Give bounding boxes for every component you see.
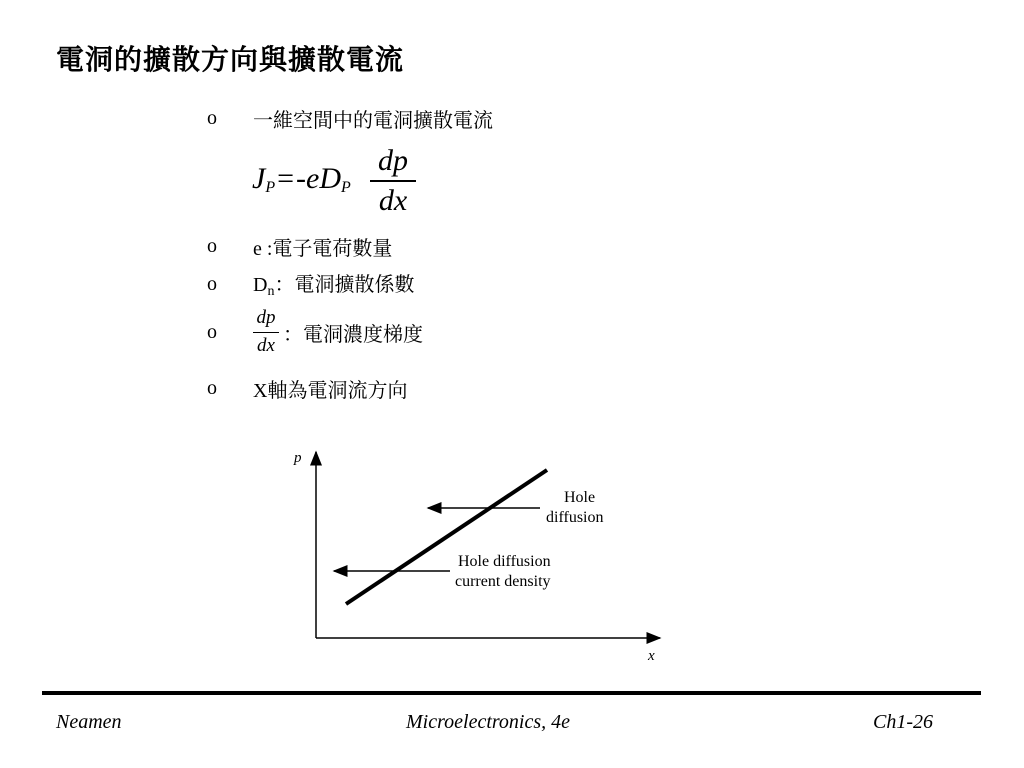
footer-author: Neamen — [56, 711, 122, 733]
bullet-marker: o — [207, 320, 217, 343]
bullet-4 — [207, 308, 423, 357]
formula-equals: = — [277, 162, 295, 195]
footer-page-number: Ch1-26 — [873, 711, 933, 733]
gradient-fraction — [253, 308, 279, 357]
bullet-2-text: 電子電荷數量 — [272, 236, 393, 260]
formula-fraction-bar — [370, 180, 416, 182]
bullet-marker: o — [207, 272, 217, 295]
gradient-denominator: dx — [257, 334, 275, 356]
bullet-marker: o — [207, 235, 217, 257]
formula-numerator: dp — [378, 144, 408, 177]
formula-j-subscript: P — [265, 179, 276, 196]
slide-title: 電洞的擴散方向與擴散電流 — [56, 43, 405, 76]
y-axis-label: p — [294, 450, 302, 466]
bullet-2 — [207, 232, 392, 261]
bullet-2-prefix: e : — [253, 238, 273, 260]
x-axis-label: x — [648, 648, 655, 664]
formula-d-symbol: D — [319, 162, 342, 195]
bullet-3-text: ：電洞擴散係數 — [274, 272, 415, 296]
hole-diffusion-graph — [288, 440, 678, 670]
formula-fraction — [370, 144, 416, 218]
current-density-label-line1: Hole diffusion — [458, 553, 551, 570]
bullet-5 — [207, 374, 407, 403]
bullet-3-symbol: D — [253, 274, 268, 296]
bullet-1 — [207, 104, 493, 133]
bullet-marker: o — [207, 107, 217, 129]
hole-diffusion-label-line2: diffusion — [546, 509, 604, 526]
bullet-5-text: 軸為電洞流方向 — [267, 378, 408, 402]
formula-d-subscript: P — [341, 179, 351, 196]
diffusion-current-formula — [252, 144, 422, 216]
current-density-label-line2: current density — [455, 573, 551, 590]
bullet-5-prefix: X — [253, 380, 268, 402]
gradient-numerator: dp — [256, 307, 276, 328]
bullet-3-subscript: n — [267, 284, 275, 299]
formula-j-symbol: J — [252, 162, 266, 195]
hole-diffusion-label-line1: Hole — [564, 489, 596, 506]
formula-minus-e: -e — [296, 162, 320, 195]
bullet-1-text: 一維空間中的電洞擴散電流 — [253, 108, 493, 132]
bullet-4-text: ：電洞濃度梯度 — [283, 321, 423, 346]
footer-divider — [42, 691, 981, 695]
bullet-marker: o — [207, 377, 217, 399]
footer-book-title: Microelectronics, 4e — [406, 711, 571, 733]
bullet-3 — [207, 268, 414, 300]
formula-denominator: dx — [378, 184, 408, 217]
